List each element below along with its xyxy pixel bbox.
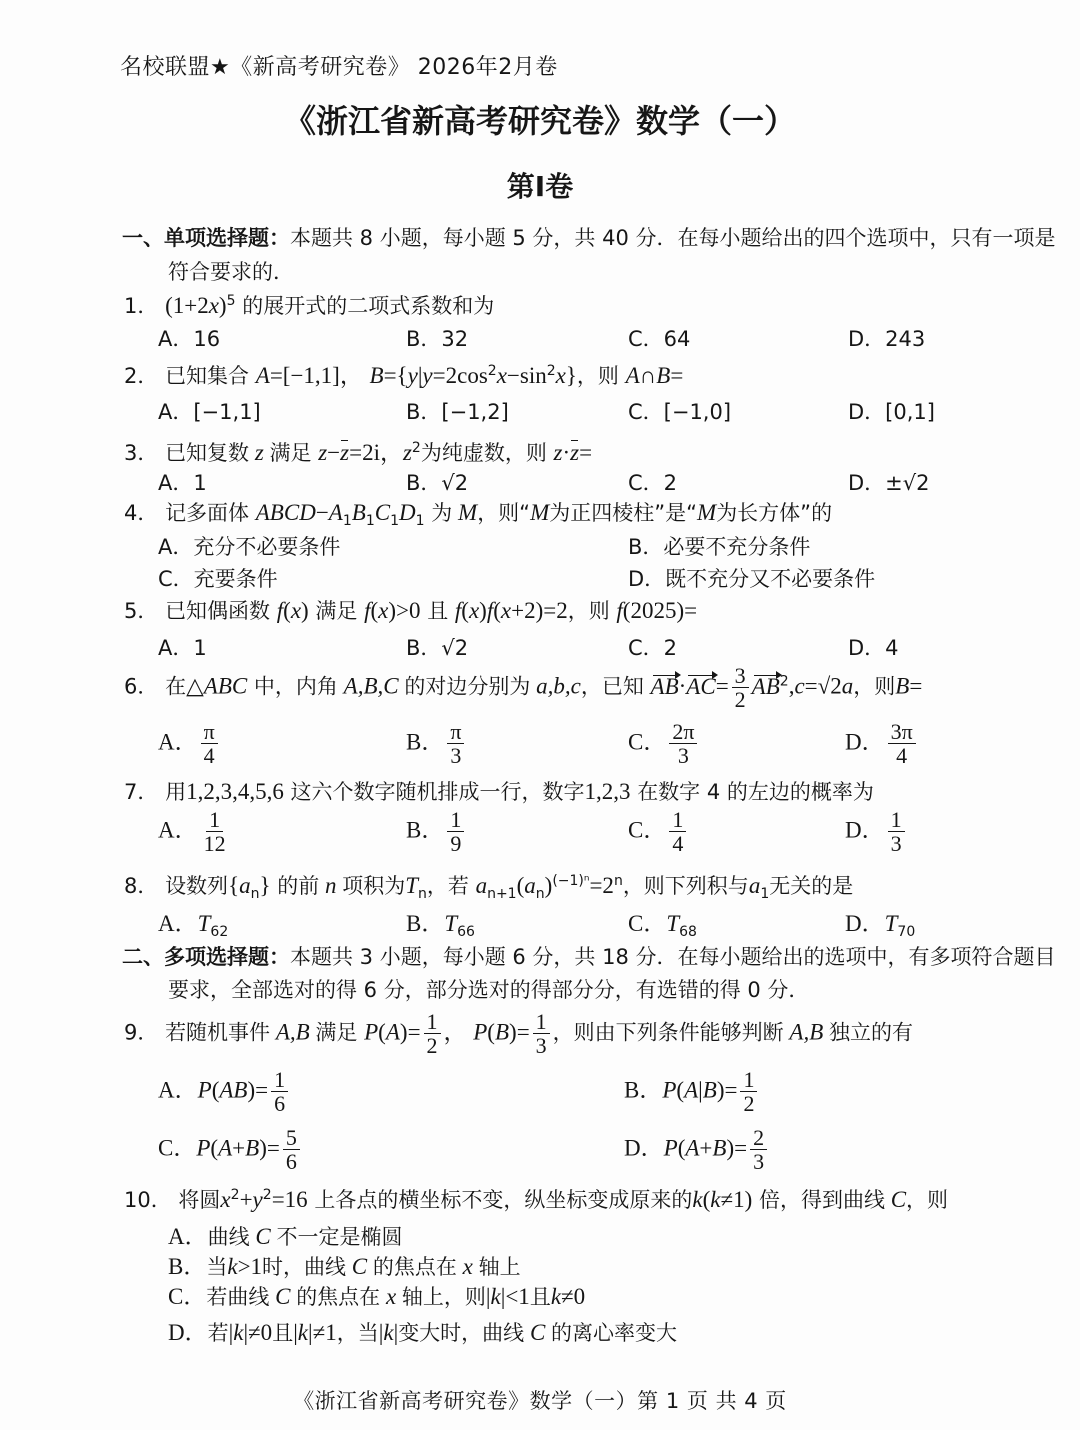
section-1-label: 一、单项选择题： <box>122 226 290 250</box>
q7-option-d[interactable]: D． $\frac{1}{3}$ <box>845 808 908 855</box>
question-9: 9． 若随机事件 A,B 满足 P(A)= $\frac{1}{2}$ ， P(B)= $\frac{1}{3}$ ，则由下列条件能够判断 A,B 独立的有 <box>124 1009 914 1059</box>
q10-option-b[interactable]: B．当k>1时，曲线 C 的焦点在 x 轴上 <box>168 1254 521 1279</box>
question-10: 10． 将圆$x^2+y^2=16$ 上各点的横坐标不变，纵坐标变成原来的k(k≠1) 倍，得到曲线 C，则 <box>124 1187 949 1212</box>
q3-option-c[interactable]: C．2 <box>628 471 678 495</box>
q6-option-c[interactable]: C． $\frac{2\pi}{3}$ <box>628 720 700 767</box>
q10-option-d[interactable]: D．若|k|≠0且|k|≠1，当|k|变大时，曲线 C 的离心率变大 <box>168 1320 678 1345</box>
q9-option-a[interactable]: A．P(AB)= $\frac{1}{6}$ <box>158 1068 291 1115</box>
page-footer: 《浙江省新高考研究卷》数学（一）第 1 页 共 4 页 <box>293 1389 787 1413</box>
q10-option-c[interactable]: C．若曲线 C 的焦点在 x 轴上，则|k|<1且k≠0 <box>168 1284 586 1309</box>
q1-option-a[interactable]: A．16 <box>158 327 221 351</box>
q5-option-a[interactable]: A．1 <box>158 636 207 660</box>
q8-option-b[interactable]: B．$T_{66}$ <box>406 911 475 941</box>
q3-option-d[interactable]: D．±√2 <box>848 471 930 495</box>
question-8: 8． 设数列$\{a_n\}$ 的前 n 项积为$T_n$，若 $a_{n+1}(a_n)^{(-1)^n}=2^n$，则下列积与$a_1$无关的是 <box>124 873 854 903</box>
q8-option-a[interactable]: A．$T_{62}$ <box>158 911 229 941</box>
q3-option-b[interactable]: B．√2 <box>406 471 469 495</box>
q4-option-a[interactable]: A．充分不必要条件 <box>158 535 341 559</box>
q9-option-b[interactable]: B．P(A|B)= $\frac{1}{2}$ <box>624 1068 760 1115</box>
q7-option-b[interactable]: B． $\frac{1}{9}$ <box>406 808 467 855</box>
q9-option-d[interactable]: D．P(A+B)= $\frac{2}{3}$ <box>624 1126 770 1173</box>
q6-option-b[interactable]: B． $\frac{\pi}{3}$ <box>406 720 467 767</box>
q1-option-d[interactable]: D．243 <box>848 327 926 351</box>
q6-option-a[interactable]: A． $\frac{\pi}{4}$ <box>158 720 221 767</box>
section-1-heading <box>122 222 1056 252</box>
q7-option-c[interactable]: C． $\frac{1}{4}$ <box>628 808 689 855</box>
q8-option-c[interactable]: C．$T_{68}$ <box>628 911 697 941</box>
section-2-heading <box>122 941 1056 971</box>
question-1: 1． $(1+2x)^5$ 的展开式的二项式系数和为 <box>124 293 495 318</box>
question-2: 2． 已知集合 A=[−1,1]， $B=\{y|y=2\cos^2x-\sin^2x\}$，则 A∩B= <box>124 363 684 388</box>
q3-option-a[interactable]: A．1 <box>158 471 207 495</box>
q2-option-b[interactable]: B．[−1,2] <box>406 400 509 424</box>
q7-option-a[interactable]: A． $\frac{1}{12}$ <box>158 807 226 857</box>
section-1-desc-cont: 符合要求的． <box>168 260 294 284</box>
question-4: 4． 记多面体 $ABCD-A_1B_1C_1D_1$ 为 M，则“M为正四棱柱”是“M为长方体”的 <box>124 500 833 530</box>
q2-option-d[interactable]: D．[0,1] <box>848 400 935 424</box>
q1-option-b[interactable]: B．32 <box>406 327 469 351</box>
q5-option-b[interactable]: B．√2 <box>406 636 469 660</box>
page-title: 《浙江省新高考研究卷》数学（一） <box>283 102 796 140</box>
q4-option-d[interactable]: D．既不充分又不必要条件 <box>628 567 876 591</box>
q8-option-d[interactable]: D．$T_{70}$ <box>845 911 916 941</box>
q5-option-c[interactable]: C．2 <box>628 636 678 660</box>
q4-option-b[interactable]: B．必要不充分条件 <box>628 535 811 559</box>
question-7: 7． 用1,2,3,4,5,6 这六个数字随机排成一行，数字1,2,3 在数字 4 的左边的概率为 <box>124 779 874 804</box>
question-6: 6． 在△ABC 中，内角 A,B,C 的对边分别为 a,b,c，已知 AB·AC= $\frac{3}{2}$ $AB^2,c=√2a$，则B= <box>124 663 923 713</box>
q1-option-c[interactable]: C．64 <box>628 327 691 351</box>
q5-option-d[interactable]: D．4 <box>848 636 899 660</box>
volume-subtitle: 第Ⅰ卷 <box>506 170 574 203</box>
exam-series-header: 名校联盟★《新高考研究卷》 2026年2月卷 <box>120 55 558 80</box>
section-1-desc: 本题共 8 小题，每小题 5 分，共 40 分．在每小题给出的四个选项中，只有一项是 <box>290 226 1056 250</box>
q2-option-c[interactable]: C．[−1,0] <box>628 400 732 424</box>
question-3: 3． 已知复数 z 满足 z−z=2i，$z^2$为纯虚数，则 z·z= <box>124 440 593 465</box>
question-5: 5． 已知偶函数 f(x) 满足 f(x)>0 且 f(x)f(x+2)=2，则 f(2025)= <box>124 598 698 623</box>
q4-option-c[interactable]: C．充要条件 <box>158 567 278 591</box>
q2-option-a[interactable]: A．[−1,1] <box>158 400 261 424</box>
section-2-label: 二、多项选择题： <box>122 945 290 969</box>
q6-option-d[interactable]: D． $\frac{3\pi}{4}$ <box>845 720 919 767</box>
section-2-desc: 本题共 3 小题，每小题 6 分，共 18 分．在每小题给出的选项中，有多项符合题目 <box>290 945 1056 969</box>
q10-option-a[interactable]: A．曲线 C 不一定是椭圆 <box>168 1224 403 1249</box>
section-2-desc-cont: 要求，全部选对的得 6 分，部分选对的得部分分，有选错的得 0 分． <box>168 978 810 1002</box>
q9-option-c[interactable]: C．P(A+B)= $\frac{5}{6}$ <box>158 1126 303 1173</box>
